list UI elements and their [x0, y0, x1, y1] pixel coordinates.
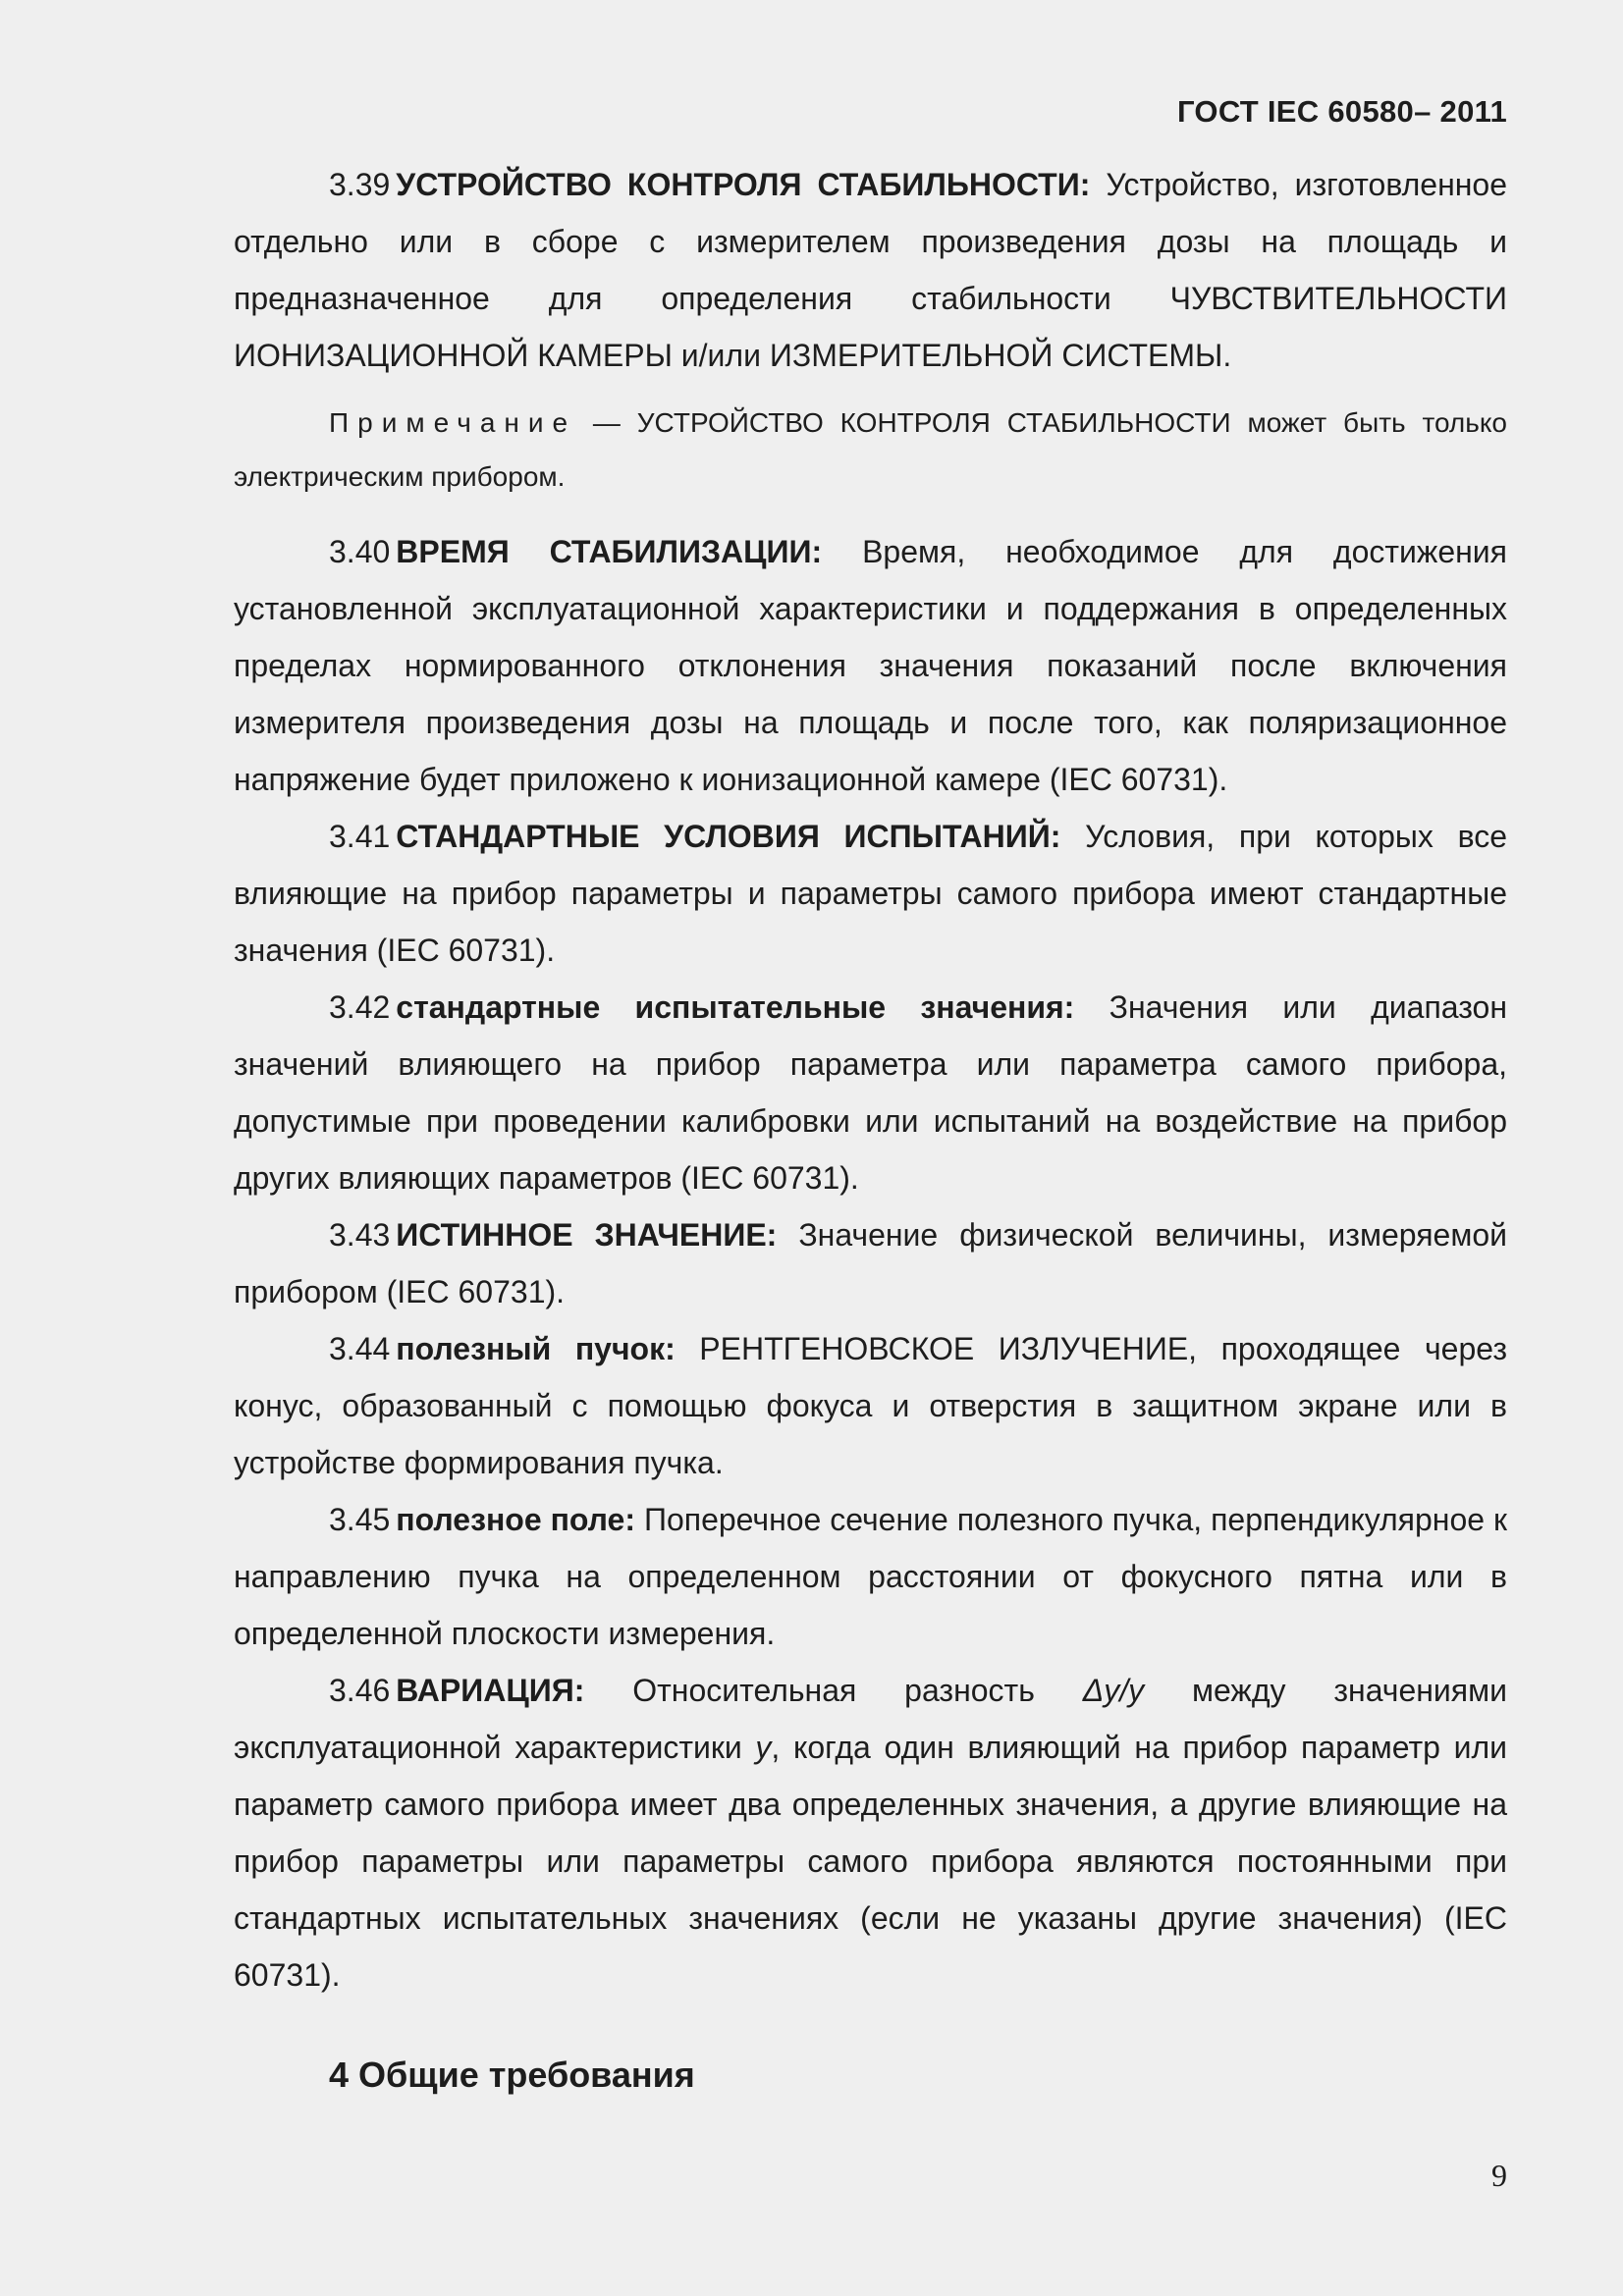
- definition-number: 3.42: [329, 989, 391, 1025]
- definition-3-40: [234, 523, 1507, 808]
- definition-text: Значения или диапазон значений влияющего на прибор параметра или параметра самого прибора, допустимые при проведении калибровки или испытаний на воздействие на прибор других влияющих параметров (IEC 60731).: [234, 989, 1507, 1196]
- definition-term: УСТРОЙСТВО КОНТРОЛЯ СТАБИЛЬНОСТИ:: [396, 167, 1091, 202]
- note-label: Примечание: [329, 407, 577, 438]
- definition-3-44: [234, 1320, 1507, 1491]
- definition-3-46: [234, 1662, 1507, 2003]
- definition-text: между значениями эксплуатационной характеристики: [234, 1673, 1508, 1765]
- definition-text: Относительная разность: [584, 1673, 1083, 1708]
- variable-y: y: [755, 1730, 772, 1765]
- note-text: — УСТРОЙСТВО КОНТРОЛЯ СТАБИЛЬНОСТИ может быть только электрическим прибором.: [234, 407, 1507, 492]
- definition-number: 3.46: [329, 1673, 391, 1708]
- definition-3-41: [234, 808, 1507, 979]
- definition-term: полезный пучок:: [396, 1331, 676, 1366]
- formula-delta-y-over-y: Δy/y: [1082, 1673, 1145, 1708]
- definition-number: 3.45: [329, 1502, 391, 1537]
- definition-term: полезное поле:: [396, 1502, 636, 1537]
- definition-text: , когда один влияющий на прибор параметр или параметр самого прибора имеет два определенных значения, а другие влияющие на прибор параметры или параметры самого прибора являются постоянными при стандартных испытательных значениях (если не указаны другие значения) (IEC 60731).: [234, 1730, 1507, 1993]
- definition-text: Время, необходимое для достижения установленной эксплуатационной характеристики и поддержания в определенных пределах нормированного отклонения значения показаний после включения измерителя произведения дозы на площадь и после того, как поляризационное напряжение будет приложено к ионизационной камере (IEC 60731).: [234, 534, 1508, 797]
- definition-number: 3.43: [329, 1217, 391, 1253]
- definition-term: ИСТИННОЕ ЗНАЧЕНИЕ:: [396, 1217, 778, 1253]
- definition-text: Значение физической величины, измеряемой прибором (IEC 60731).: [234, 1217, 1508, 1309]
- definition-number: 3.41: [329, 819, 391, 854]
- definition-text: Условия, при которых все влияющие на прибор параметры и параметры самого прибора имеют стандартные значения (IEC 60731).: [234, 819, 1508, 968]
- document-body: [234, 156, 1507, 2003]
- definition-number: 3.40: [329, 534, 391, 569]
- document-code-header: ГОСТ IEC 60580– 2011: [1176, 94, 1507, 129]
- definition-3-43: [234, 1206, 1507, 1320]
- definition-term: ВАРИАЦИЯ:: [396, 1673, 585, 1708]
- definition-text: Устройство, изготовленное отдельно или в сборе с измерителем произведения дозы на площадь и предназначенное для определения стабильности ЧУВСТВИТЕЛЬНОСТИ ИОНИЗАЦИОННОЙ КАМЕРЫ и/или ИЗМЕРИТЕЛЬНОЙ СИСТЕМЫ.: [234, 167, 1507, 373]
- definition-3-39: [234, 156, 1507, 384]
- definition-number: 3.44: [329, 1331, 391, 1366]
- section-heading: 4 Общие требования: [329, 2055, 695, 2095]
- page-number: 9: [1491, 2158, 1507, 2193]
- definition-3-42: [234, 979, 1507, 1206]
- definition-term: стандартные испытательные значения:: [396, 989, 1075, 1025]
- definition-text: РЕНТГЕНОВСКОЕ ИЗЛУЧЕНИЕ, проходящее через конус, образованный с помощью фокуса и отверстия в защитном экране или в устройстве формирования пучка.: [234, 1331, 1507, 1480]
- definition-text: Поперечное сечение полезного пучка, перпендикулярное к направлению пучка на определенном расстоянии от фокусного пятна или в определенной плоскости измерения.: [234, 1502, 1508, 1651]
- definition-term: ВРЕМЯ СТАБИЛИЗАЦИИ:: [396, 534, 823, 569]
- definition-number: 3.39: [329, 167, 391, 202]
- definition-3-45: [234, 1491, 1507, 1662]
- definition-term: СТАНДАРТНЫЕ УСЛОВИЯ ИСПЫТАНИЙ:: [396, 819, 1061, 854]
- note: [234, 396, 1507, 504]
